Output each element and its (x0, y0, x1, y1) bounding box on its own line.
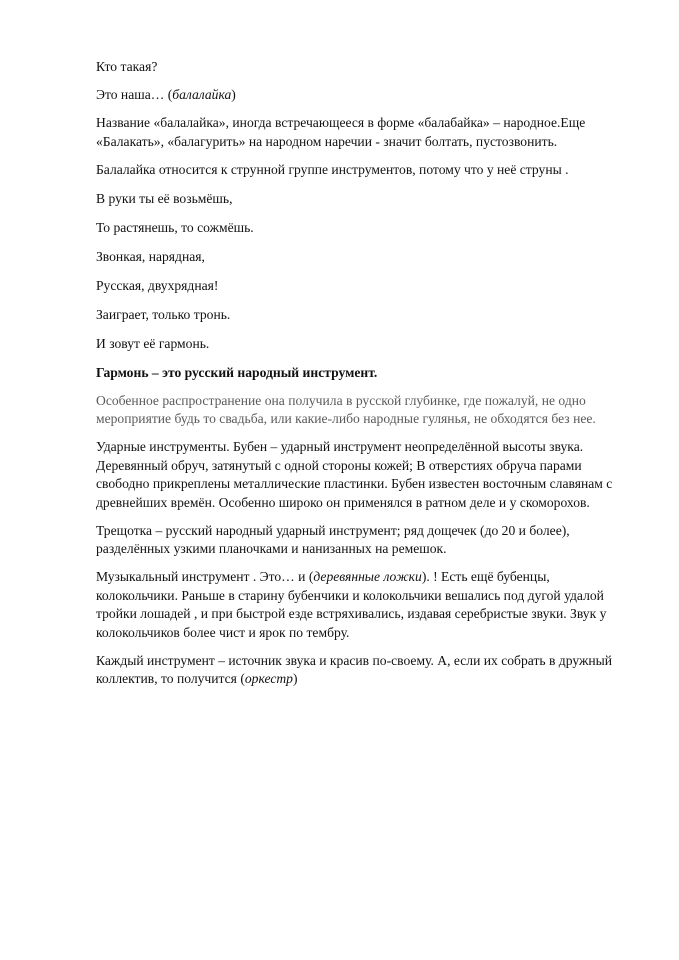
orchestra-paragraph (96, 652, 616, 689)
text-fragment: коллектив, то получится ( (96, 671, 245, 686)
text-line: колокольчиков более чист и ярок по тембру. (96, 624, 350, 640)
poem-line-1 (96, 190, 616, 209)
riddle-answer-italic: балалайка (172, 87, 232, 102)
text-line: «Балакать», «балагурить» на народном наречии - значит болтать, пустозвонить. (96, 133, 558, 149)
text-line (96, 670, 616, 689)
text-line: Каждый инструмент – источник звука и красив по-своему. А, если их собрать в дружный (96, 652, 613, 668)
balalaika-group-paragraph (96, 161, 616, 180)
garmon-heading (96, 364, 616, 383)
text-line: Деревянный обруч, затянутый с одной стороны кожей; В отверстиях обруча парами (96, 457, 582, 473)
text-line: Гармонь – это русский народный инструмент. (96, 364, 378, 380)
riddle-answer-suffix: ) (231, 87, 236, 102)
text-line: Ударные инструменты. Бубен – ударный инструмент неопределённой высоты звука. (96, 439, 584, 454)
text-line: древнейших времён. Особенно широко он применялся в ратном деле и у скоморохов. (96, 494, 590, 510)
spoons-paragraph (96, 568, 616, 642)
text-line: свободно прикреплены металлические пластинки. Бубен известен восточным славянам с (96, 476, 613, 491)
riddle-question (96, 58, 616, 77)
text-line: тройки лошадей , и при быстрой езде встряхивались, издавая серебристые звуки. Звук у (96, 606, 607, 621)
riddle-answer (96, 86, 616, 105)
text-fragment: ). ! Есть ещё бубенцы, (421, 569, 550, 584)
poem-line-3 (96, 248, 616, 267)
riddle-answer-prefix: Это наша… ( (96, 87, 173, 102)
text-line: В руки ты её возьмёшь, (96, 190, 233, 206)
text-line: Заиграет, только тронь. (96, 306, 231, 322)
treshchotka-paragraph (96, 522, 616, 559)
text-line: И зовут её гармонь. (96, 335, 210, 351)
text-line: Трещотка – русский народный ударный инструмент; ряд дощечек (до 20 и более), (96, 522, 570, 538)
poem-line-6 (96, 335, 616, 354)
text-fragment: Музыкальный инструмент . Это… и ( (96, 569, 314, 584)
garmon-paragraph (96, 392, 616, 429)
text-line: То растянешь, то сожмёшь. (96, 219, 254, 235)
text-line: Балалайка относится к струнной группе инструментов, потому что у неё струны . (96, 161, 569, 177)
text-line: Русская, двухрядная! (96, 277, 219, 293)
text-fragment: ) (292, 671, 298, 686)
buben-paragraph (96, 438, 616, 512)
poem-line-4 (96, 277, 616, 296)
text-line: мероприятие будь то свадьба, или какие-либо народные гулянья, не обходятся без нее. (96, 411, 596, 426)
balalaika-name-paragraph (96, 114, 616, 151)
text-line: колокольчики. Раньше в старину бубенчики и колокольчики вешались под дугой удалой (96, 587, 604, 603)
document-page (96, 58, 616, 698)
italic-answer: деревянные ложки (313, 569, 422, 584)
text-line: Особенное распространение она получила в русской глубинке, где пожалуй, не одно (96, 392, 586, 408)
riddle-question-text: Кто такая? (96, 59, 158, 74)
text-line: разделённых узкими планочками и нанизанных на ремешок. (96, 541, 447, 556)
poem-line-5 (96, 306, 616, 325)
poem-line-2 (96, 219, 616, 238)
text-line (96, 568, 616, 587)
italic-answer: оркестр (244, 671, 293, 686)
text-line: Звонкая, нарядная, (96, 248, 205, 264)
text-line: Название «балалайка», иногда встречающееся в форме «балабайка» – народное.Еще (96, 115, 586, 130)
